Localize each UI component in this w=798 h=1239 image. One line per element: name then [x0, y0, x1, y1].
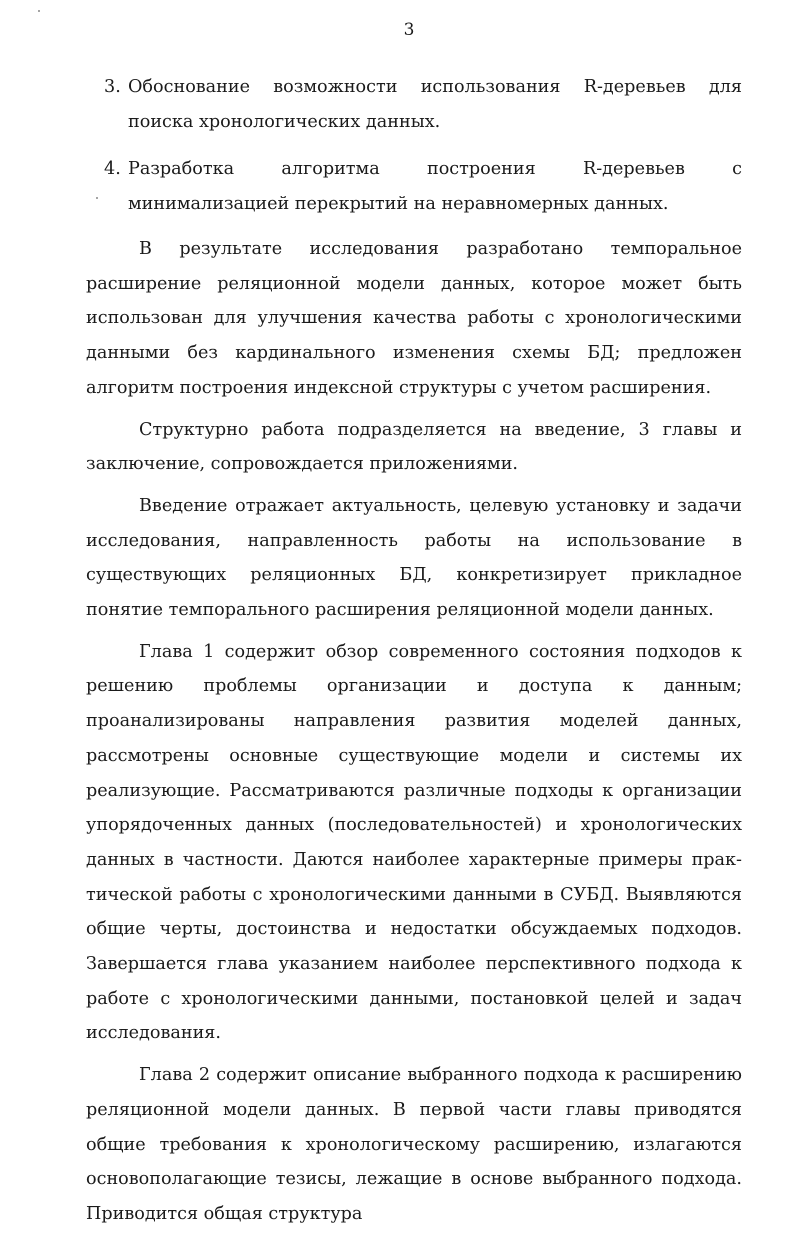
- paragraph-introduction: Введение отражает актуальность, целевую установку и задачи исследования, направленность работы на использование в существующих реляционных БД, конкретизирует прикладное понятие темпорального расширения реляционной модели данных.: [86, 495, 742, 621]
- list-item: [104, 152, 742, 222]
- list-item-number: 3.: [104, 77, 121, 97]
- body-text: [86, 232, 742, 1239]
- list-item-text: Обоснование возможности использования R-деревьев для поиска хронологических данных.: [128, 77, 742, 132]
- paragraph-structure: Структурно работа подразделяется на введение, 3 главы и заключение, сопровождается приложениями.: [86, 419, 742, 475]
- paragraph-chapter-2: Глава 2 содержит описание выбранного подхода к расширению реляционной модели данных. В первой части главы приводятся общие требования к хронологическому расширению, излагаются основополагающие тезисы, лежащие в основе выбранного подхода. Приводится общая структура: [86, 1065, 742, 1224]
- list-item-text: Разработка алгоритма построения R-деревьев с минимализацией перекрытий на неравномерных данных.: [128, 159, 742, 214]
- scan-speck: [38, 10, 40, 12]
- list-item: [104, 70, 742, 140]
- paragraph-chapter-1: Глава 1 содержит обзор современного состояния подходов к решению проблемы организации и доступа к данным; проанализированы направления развития моделей данных, рассмотрены основные существующие модели и системы их реализующие. Рассматриваются различные подходы к организации упорядоченных данных (последовательностей) и хронологических данных в частности. Даются наиболее характерные примеры практической работы с хронологическими данными в СУБД. Выявляются общие черты, достоинства и недостатки обсуждаемых подходов. Завершается глава указанием наиболее перспективного подхода к работе с хронологическими данными, постановкой целей и задач исследования.: [86, 641, 742, 1044]
- list-item-number: 4.: [104, 159, 121, 179]
- paragraph-results: В результате исследования разработано темпоральное расширение реляционной модели данных, которое может быть использован для улучшения качества работы с хронологическими данными без кардинального изменения схемы БД; предложен алгоритм построения индексной структуры с учетом расширения.: [86, 239, 742, 398]
- scan-speck: [96, 197, 98, 199]
- page-number: 3: [403, 20, 415, 40]
- numbered-list: [104, 70, 742, 234]
